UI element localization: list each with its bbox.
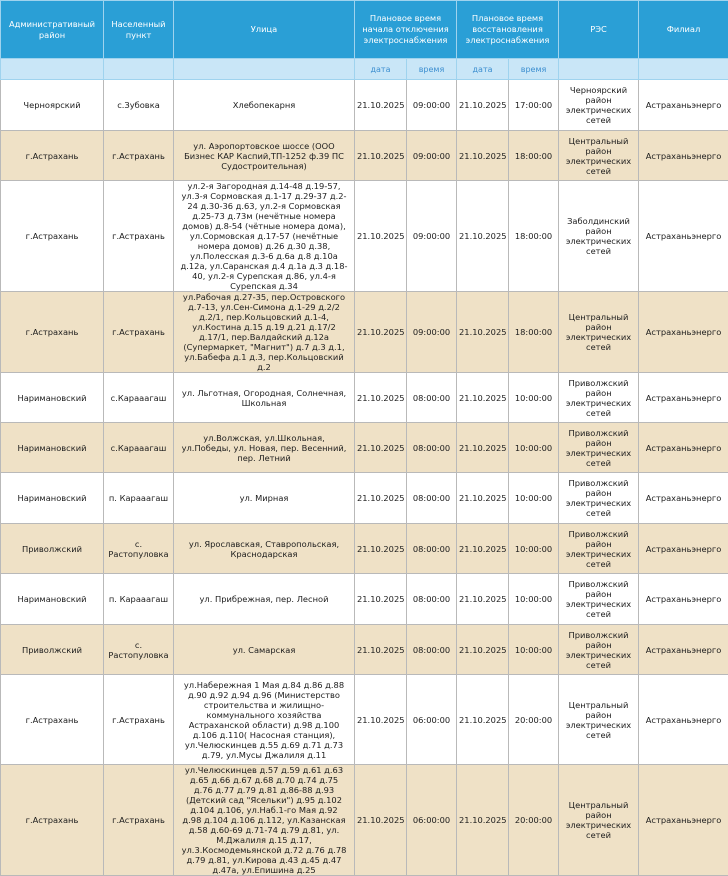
cell-branch: Астраханьэнерго — [639, 625, 728, 675]
cell-off-date: 21.10.2025 — [355, 292, 407, 373]
table-row — [1, 675, 728, 765]
table-row — [1, 423, 728, 473]
cell-off-date: 21.10.2025 — [355, 574, 407, 625]
cell-locality: с.Карааагаш — [104, 423, 174, 473]
cell-district: г.Астрахань — [1, 181, 104, 292]
cell-district: Наримановский — [1, 473, 104, 524]
cell-district: Наримановский — [1, 423, 104, 473]
cell-locality: г.Астрахань — [104, 765, 174, 876]
subheader-empty — [639, 59, 728, 80]
header-locality: Населенный пункт — [104, 1, 174, 59]
cell-locality: с. Растопуловка — [104, 524, 174, 574]
cell-res: Приволжский район электрических сетей — [559, 373, 639, 423]
table-row — [1, 625, 728, 675]
header-street: Улица — [174, 1, 355, 59]
cell-locality: с. Растопуловка — [104, 625, 174, 675]
cell-street: ул. Прибрежная, пер. Лесной — [174, 574, 355, 625]
cell-on-time: 10:00:00 — [509, 423, 559, 473]
cell-street: ул. Самарская — [174, 625, 355, 675]
table-row — [1, 181, 728, 292]
cell-district: г.Астрахань — [1, 675, 104, 765]
cell-district: г.Астрахань — [1, 292, 104, 373]
header-branch: Филиал — [639, 1, 728, 59]
cell-locality: с.Карааагаш — [104, 373, 174, 423]
cell-off-time: 09:00:00 — [407, 181, 457, 292]
cell-branch: Астраханьэнерго — [639, 292, 728, 373]
cell-street: Хлебопекарня — [174, 80, 355, 131]
cell-res: Центральный район электрических сетей — [559, 292, 639, 373]
cell-branch: Астраханьэнерго — [639, 80, 728, 131]
cell-branch: Астраханьэнерго — [639, 423, 728, 473]
cell-off-time: 09:00:00 — [407, 292, 457, 373]
header-res: РЭС — [559, 1, 639, 59]
cell-on-time: 18:00:00 — [509, 292, 559, 373]
cell-off-date: 21.10.2025 — [355, 625, 407, 675]
cell-on-time: 17:00:00 — [509, 80, 559, 131]
cell-off-date: 21.10.2025 — [355, 765, 407, 876]
cell-branch: Астраханьэнерго — [639, 675, 728, 765]
cell-res: Приволжский район электрических сетей — [559, 473, 639, 524]
cell-off-time: 06:00:00 — [407, 675, 457, 765]
cell-on-date: 21.10.2025 — [457, 181, 509, 292]
cell-district: г.Астрахань — [1, 765, 104, 876]
subheader-off-time: время — [407, 59, 457, 80]
cell-district: Наримановский — [1, 373, 104, 423]
cell-street: ул.Волжская, ул.Школьная, ул.Победы, ул. Новая, пер. Весенний, пер. Летний — [174, 423, 355, 473]
cell-res: Центральный район электрических сетей — [559, 675, 639, 765]
subheader-empty — [1, 59, 104, 80]
cell-street: ул.2-я Загородная д.14-48 д.19-57, ул.3-я Сормовская д.1-17 д.29-37 д.2-24 д.30-36 д.63, ул.2-я Сормовская д.25-73 д.73м (нечётные номера домов) д.8-54 (чётные номера дома), ул.Сормовская д.17-57 (нечётные номера домов) д.26 д.30 д.38, ул.Полесская д.3-6 д.6а д.8 д.10а д.12а, ул.Саранская д.4 д.1а д.3 д.18-40, ул.2-я Сурепская д.86, ул.4-я Сурепская д.34 — [174, 181, 355, 292]
cell-district: Приволжский — [1, 625, 104, 675]
cell-branch: Астраханьэнерго — [639, 574, 728, 625]
cell-district: Приволжский — [1, 524, 104, 574]
cell-district: Черноярский — [1, 80, 104, 131]
subheader-empty — [559, 59, 639, 80]
cell-street: ул.Челюскинцев д.57 д.59 д.61 д.63 д.65 д.66 д.67 д.68 д.70 д.74 д.75 д.76 д.77 д.79 д.81 д.86-88 д.93 (Детский сад "Ясельки") д.95 д.102 д.104 д.106, ул.Наб.1-го Мая д.92 д.98 д.104 д.106 д.112, ул.Казанская д.58 д.60-69 д.71-74 д.79 д.81, ул. М.Джалиля д.15 д.17, ул.3.Космодемьянской д.72 д.76 д.78 д.79 д.81, ул.Кирова д.43 д.45 д.47 д.47а, ул.Епишина д.25 — [174, 765, 355, 876]
subheader-off-date: дата — [355, 59, 407, 80]
cell-street: ул.Рабочая д.27-35, пер.Островского д.7-13, ул.Сен-Симона д.1-29 д.2/2 д.2/1, пер.Кольцовский д.1-4, ул.Костина д.15 д.19 д.21 д.17/2 д.17/1, пер.Валдайский д.12а (Супермаркет, "Магнит") д.7 д.3 д.1, ул.Бабефа д.1 д.3, пер.Кольцовский д.2 — [174, 292, 355, 373]
cell-branch: Астраханьэнерго — [639, 373, 728, 423]
cell-off-date: 21.10.2025 — [355, 473, 407, 524]
cell-on-date: 21.10.2025 — [457, 524, 509, 574]
table-row — [1, 80, 728, 131]
cell-off-time: 08:00:00 — [407, 473, 457, 524]
cell-on-date: 21.10.2025 — [457, 80, 509, 131]
header-planned-on: Плановое время восстановления электроснабжения — [457, 1, 559, 59]
cell-district: Наримановский — [1, 574, 104, 625]
cell-street: ул. Мирная — [174, 473, 355, 524]
header-district: Административный район — [1, 1, 104, 59]
cell-locality: с.Зубовка — [104, 80, 174, 131]
cell-res: Заболдинский район электрических сетей — [559, 181, 639, 292]
cell-res: Приволжский район электрических сетей — [559, 574, 639, 625]
cell-on-date: 21.10.2025 — [457, 574, 509, 625]
cell-on-date: 21.10.2025 — [457, 373, 509, 423]
cell-off-date: 21.10.2025 — [355, 80, 407, 131]
subheader-on-time: время — [509, 59, 559, 80]
cell-res: Приволжский район электрических сетей — [559, 625, 639, 675]
table-row — [1, 292, 728, 373]
cell-street: ул. Аэропортовское шоссе (ООО Бизнес КАР Каспий,ТП-1252 ф.39 ПС Судостроительная) — [174, 131, 355, 181]
cell-on-time: 18:00:00 — [509, 131, 559, 181]
cell-on-date: 21.10.2025 — [457, 292, 509, 373]
cell-off-date: 21.10.2025 — [355, 524, 407, 574]
subheader-empty — [104, 59, 174, 80]
cell-off-time: 08:00:00 — [407, 373, 457, 423]
cell-locality: г.Астрахань — [104, 181, 174, 292]
cell-off-time: 08:00:00 — [407, 625, 457, 675]
table-row — [1, 524, 728, 574]
cell-branch: Астраханьэнерго — [639, 181, 728, 292]
table-row — [1, 574, 728, 625]
cell-street: ул.Набережная 1 Мая д.84 д.86 д.88 д.90 д.92 д.94 д.96 (Министерство строительства и жилищно-коммунального хозяйства Астраханской области) д.98 д.100 д.106 д.110( Насосная станция), ул.Челюскинцев д.55 д.69 д.71 д.73 д.79, ул.Мусы Джалиля д.11 — [174, 675, 355, 765]
cell-off-date: 21.10.2025 — [355, 373, 407, 423]
table-row — [1, 473, 728, 524]
subheader-on-date: дата — [457, 59, 509, 80]
cell-on-time: 10:00:00 — [509, 625, 559, 675]
cell-off-time: 08:00:00 — [407, 524, 457, 574]
cell-res: Центральный район электрических сетей — [559, 765, 639, 876]
table-row — [1, 373, 728, 423]
cell-res: Приволжский район электрических сетей — [559, 423, 639, 473]
cell-on-date: 21.10.2025 — [457, 473, 509, 524]
subheader-empty — [174, 59, 355, 80]
cell-off-date: 21.10.2025 — [355, 675, 407, 765]
cell-res: Черноярский район электрических сетей — [559, 80, 639, 131]
cell-on-date: 21.10.2025 — [457, 625, 509, 675]
cell-off-time: 09:00:00 — [407, 80, 457, 131]
cell-res: Центральный район электрических сетей — [559, 131, 639, 181]
cell-locality: п. Карааагаш — [104, 473, 174, 524]
cell-on-date: 21.10.2025 — [457, 131, 509, 181]
cell-street: ул. Ярославская, Ставропольская, Краснодарская — [174, 524, 355, 574]
cell-district: г.Астрахань — [1, 131, 104, 181]
cell-off-time: 08:00:00 — [407, 574, 457, 625]
cell-street: ул. Льготная, Огородная, Солнечная, Школьная — [174, 373, 355, 423]
cell-off-time: 08:00:00 — [407, 423, 457, 473]
cell-on-time: 10:00:00 — [509, 574, 559, 625]
cell-off-time: 06:00:00 — [407, 765, 457, 876]
cell-on-time: 10:00:00 — [509, 524, 559, 574]
cell-on-date: 21.10.2025 — [457, 423, 509, 473]
cell-on-time: 10:00:00 — [509, 373, 559, 423]
cell-off-date: 21.10.2025 — [355, 181, 407, 292]
cell-branch: Астраханьэнерго — [639, 131, 728, 181]
cell-branch: Астраханьэнерго — [639, 524, 728, 574]
cell-off-date: 21.10.2025 — [355, 131, 407, 181]
cell-on-date: 21.10.2025 — [457, 675, 509, 765]
cell-branch: Астраханьэнерго — [639, 473, 728, 524]
cell-on-time: 10:00:00 — [509, 473, 559, 524]
cell-on-date: 21.10.2025 — [457, 765, 509, 876]
cell-on-time: 20:00:00 — [509, 765, 559, 876]
cell-off-time: 09:00:00 — [407, 131, 457, 181]
cell-locality: г.Астрахань — [104, 292, 174, 373]
cell-locality: г.Астрахань — [104, 131, 174, 181]
table-body — [1, 80, 728, 876]
cell-res: Приволжский район электрических сетей — [559, 524, 639, 574]
cell-on-time: 18:00:00 — [509, 181, 559, 292]
cell-branch: Астраханьэнерго — [639, 765, 728, 876]
cell-locality: г.Астрахань — [104, 675, 174, 765]
cell-on-time: 20:00:00 — [509, 675, 559, 765]
table-row — [1, 765, 728, 876]
header-planned-off: Плановое время начала отключения электроснабжения — [355, 1, 457, 59]
cell-off-date: 21.10.2025 — [355, 423, 407, 473]
cell-locality: п. Карааагаш — [104, 574, 174, 625]
table-row — [1, 131, 728, 181]
